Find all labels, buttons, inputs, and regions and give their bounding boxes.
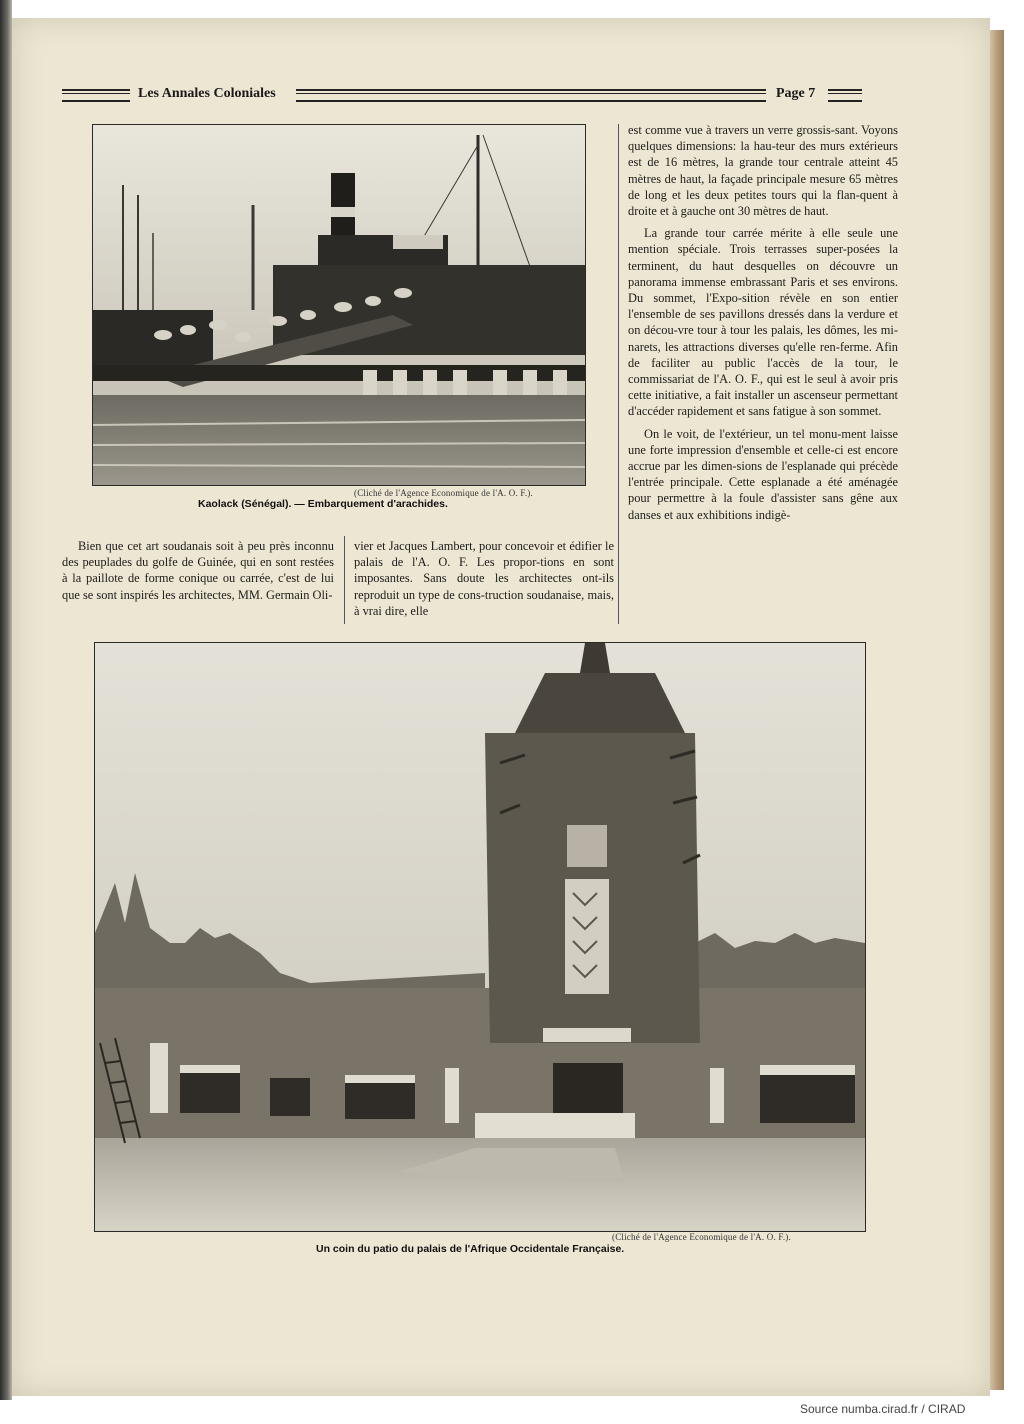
article-col1-paragraph: Bien que cet art soudanais soit à peu près inconnu des peuplades du golfe de Guinée, qui en sont restées à la paillote de forme conique ou carrée, c'est de lui que se sont inspirés les architectes, MM. Germain Oli- — [62, 539, 334, 602]
article-column-2 — [354, 538, 614, 625]
article-column-1 — [62, 538, 334, 609]
page-number: Page 7 — [776, 86, 816, 101]
photo-credit-bottom: (Cliché de l'Agence Economique de l'A. O. F.). — [612, 1232, 791, 1242]
article-col3-paragraph-1: est comme vue à travers un verre grossis-sant. Voyons quelques dimensions: la hau-teur des murs extérieurs est de 16 mètres, la grande tour centrale atteint 45 mètres de haut, la façade principale mesure 65 mètres de long et les deux petites tours qui la flan-quent à droite et à gauche ont 30 mètres de haut. — [628, 123, 898, 219]
article-col3-paragraph-3: On le voit, de l'extérieur, un tel monu-ment laisse une forte impression d'ensemble et celle-ci est encore accrue par les dimen-sions de l'esplanade qui précède l'entrée principale. Cette esplanade a été aménagée pour permettre à la foule d'assister sans gêne aux danses et aux exhibitions indigè- — [628, 426, 898, 522]
photo-kaolack-harbour — [92, 124, 586, 486]
article-col3-paragraph-2: La grande tour carrée mérite à elle seule une mention spéciale. Trois terrasses super-posées la terminent, du haut desquelles on découvre un panorama immense embrassant Paris et ses environs. Du sommet, l'Expo-sition révèle en son entier l'ensemble de ses pavillons dressés dans la verdure et on décou-vre tour à tour les palais, les dômes, les mi-narets, les attractions diverses qu'elle ren-ferme. Afin de faciliter au public l'accès de la tour, le commissariat de l'A. O. F., qui est le seul à avoir pris cette initiative, a fait installer un ascenseur permettant d'accéder rapidement et sans fatigue à son sommet. — [628, 226, 898, 419]
caption-top: Kaolack (Sénégal). — Embarquement d'arachides. — [198, 498, 448, 510]
page-edge — [990, 30, 1004, 1390]
harbour-illustration — [93, 125, 585, 485]
header-rule-right — [828, 89, 862, 102]
caption-bottom: Un coin du patio du palais de l'Afrique Occidentale Française. — [316, 1243, 625, 1255]
photo-aof-palace-patio — [94, 642, 866, 1232]
article-column-3 — [628, 122, 898, 529]
header-rule-middle — [296, 89, 766, 102]
journal-title: Les Annales Coloniales — [138, 86, 276, 101]
palace-illustration — [95, 643, 865, 1231]
article-col2-paragraph: vier et Jacques Lambert, pour concevoir et édifier le palais de l'A. O. F. Les propor-tions en sont imposantes. Sans doute les architectes ont-ils reproduit un type de cons-truction soudanaise, mais, à vrai dire, elle — [354, 539, 614, 618]
header-rule-left — [62, 89, 130, 102]
binding-shadow — [0, 0, 12, 1400]
page-header — [62, 86, 862, 106]
column-divider-1 — [344, 536, 345, 624]
photo-credit-top: (Cliché de l'Agence Economique de l'A. O. F.). — [354, 488, 533, 498]
source-attribution: Source numba.cirad.fr / CIRAD — [800, 1402, 966, 1416]
column-divider-2 — [618, 124, 619, 624]
